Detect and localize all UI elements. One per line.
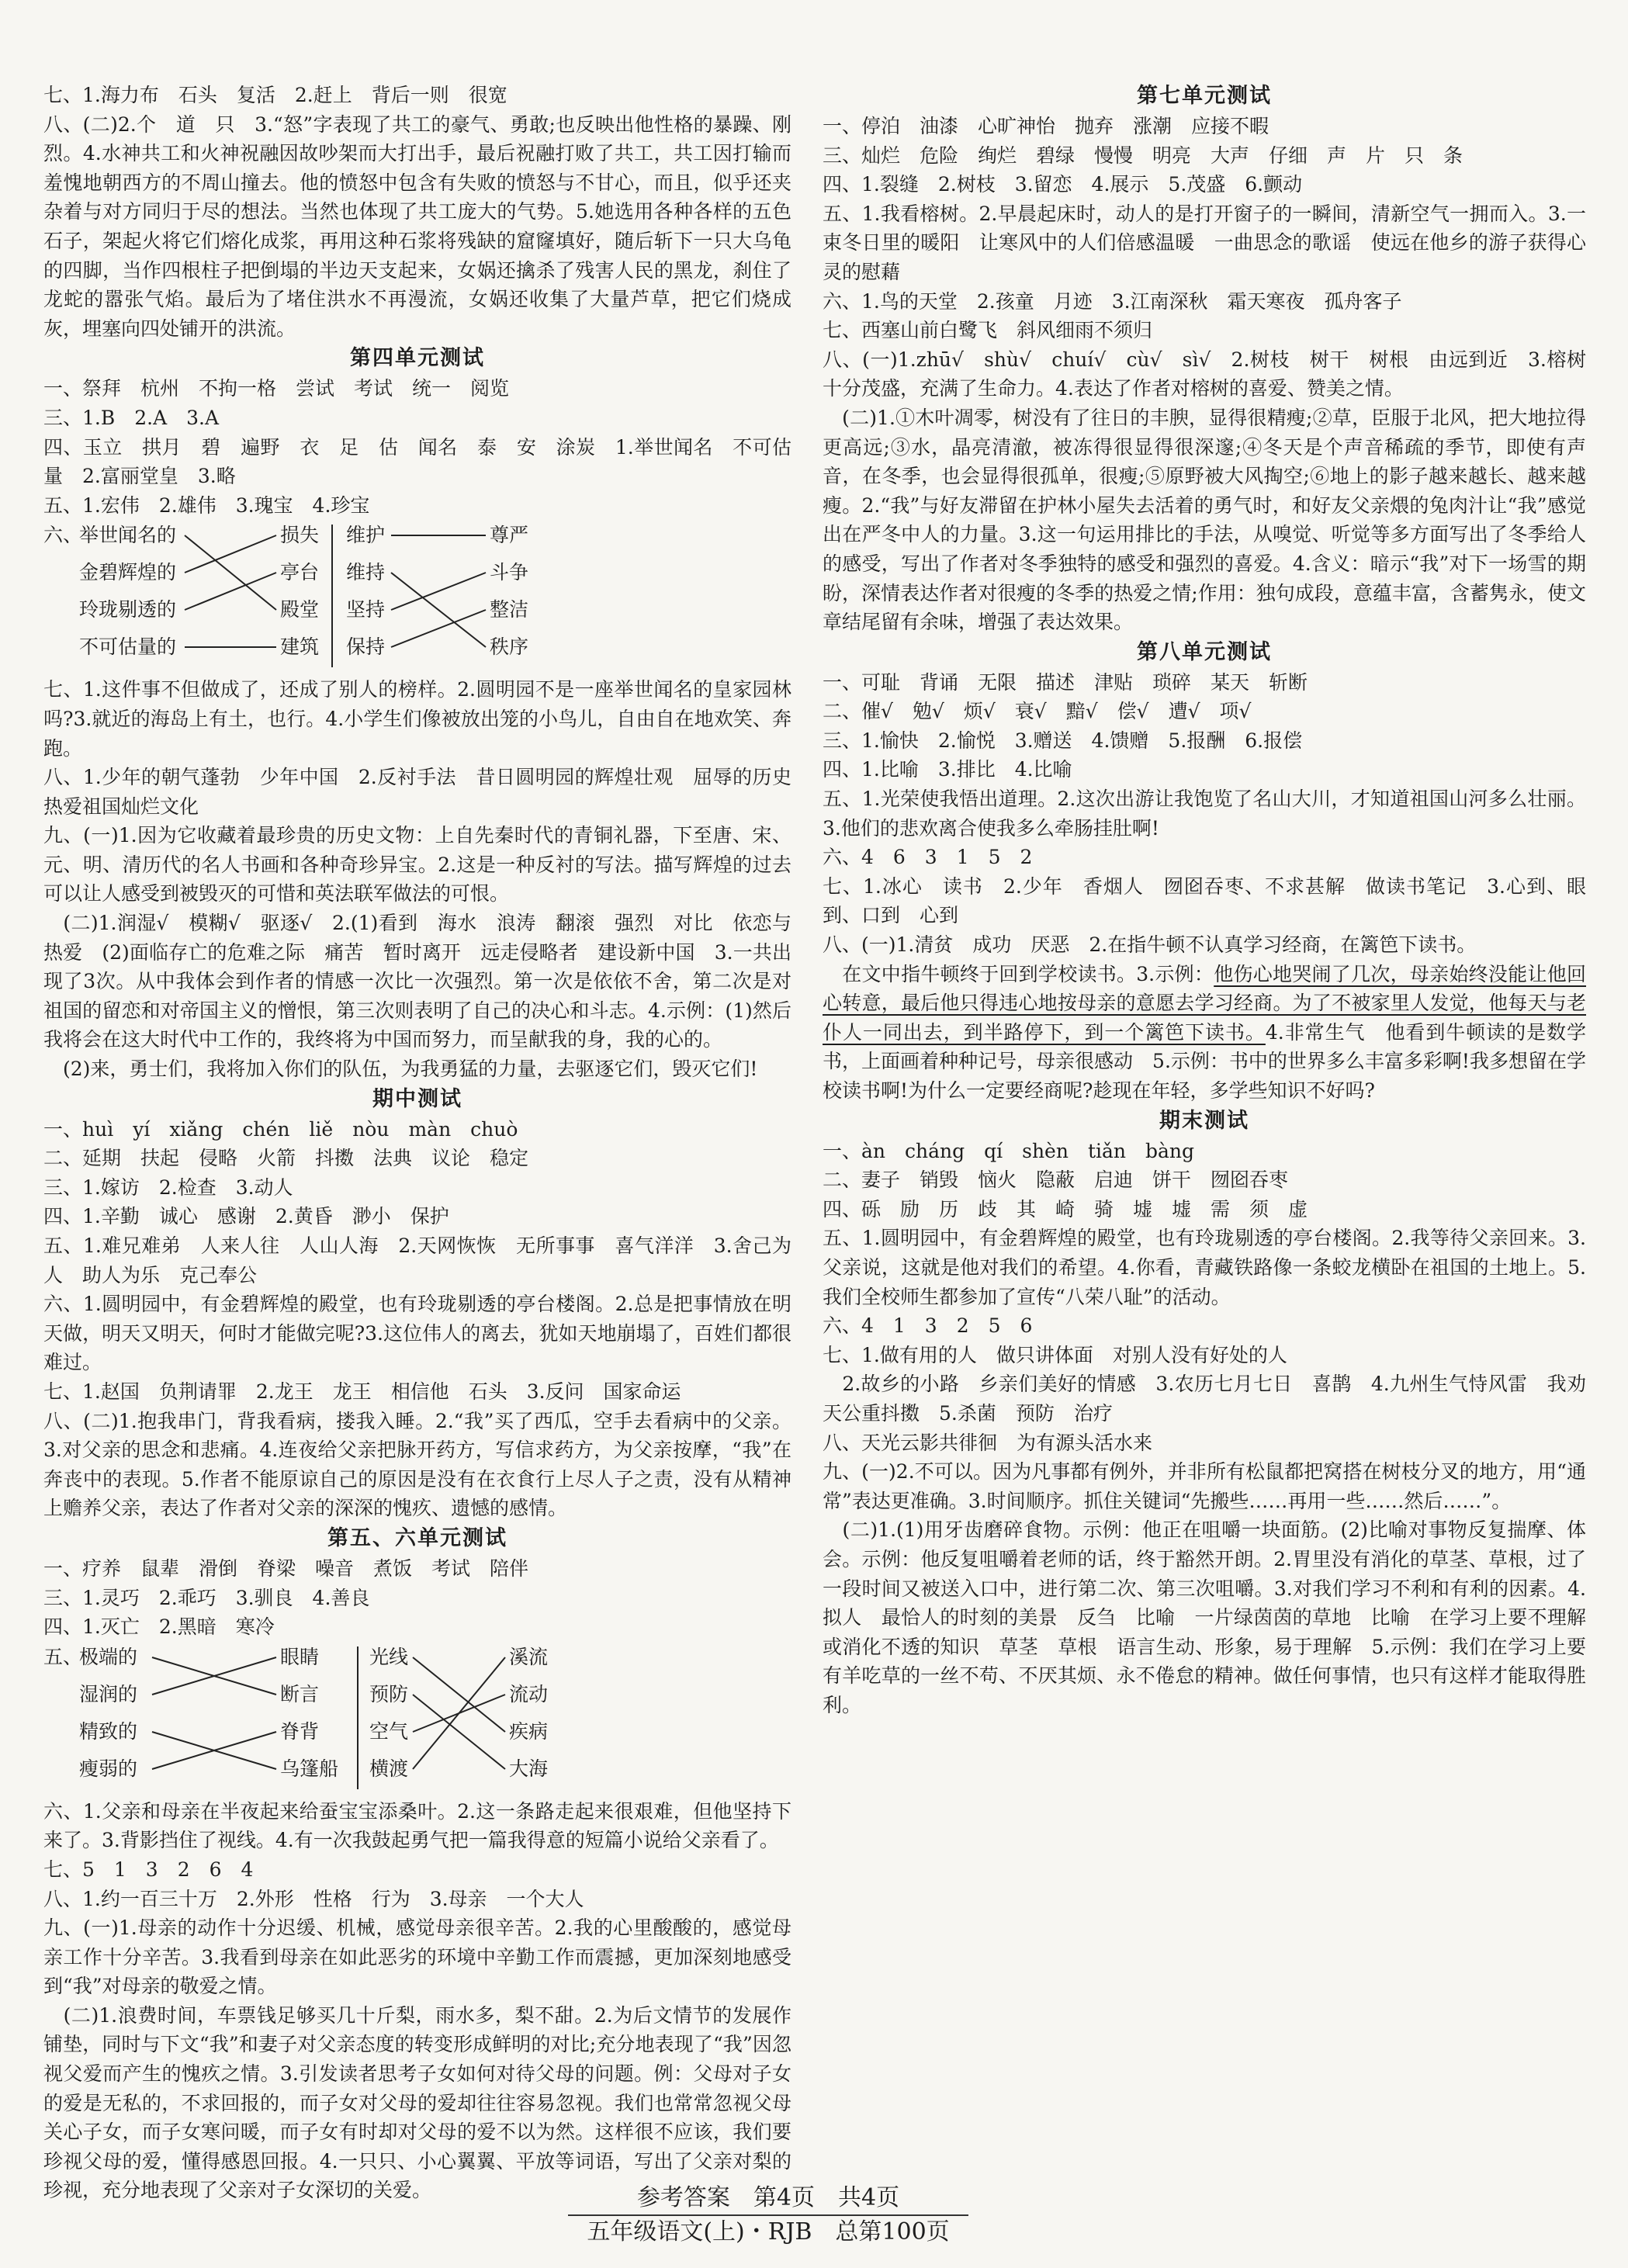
- match-line: [413, 1657, 505, 1769]
- answer-line: 六、4 1 3 2 5 6: [823, 1314, 1033, 1338]
- answer-line: 七、1.赵国 负荆请罪 2.龙王 龙王 相信他 石头 3.反问 国家命运: [43, 1380, 681, 1403]
- answer-line: 三、1.嫁访 2.检查 3.动人: [43, 1176, 293, 1199]
- answer-line: 三、1.愉快 2.愉悦 3.赠送 4.馈赠 5.报酬 6.报偿: [823, 729, 1303, 752]
- match-item: 湿润的: [79, 1682, 138, 1705]
- answer-line: 一、停泊 油漆 心旷神怡 抛弃 涨潮 应接不暇: [823, 115, 1269, 137]
- matching-diagram-unit4: [43, 520, 529, 675]
- match-line: [413, 1695, 505, 1769]
- answer-line: 四、玉立 拱月 碧 遍野 衣 足 估 闻名 泰 安 涂炭 1.举世闻名 不可估量 2.富丽堂皇 3.略: [43, 435, 791, 488]
- match-item: 疾病: [509, 1719, 549, 1743]
- match-line: [391, 573, 486, 610]
- matching-lines: [43, 520, 556, 675]
- answer-line: 八、(一)1.zhū√ shù√ chuí√ cù√ sì√ 2.树枝 树干 树根 由远到近 3.榕树十分茂盛，充满了生命力。4.表达了作者对榕树的喜爱、赞美之情。: [823, 348, 1586, 400]
- answers-unit8: [823, 668, 1586, 1106]
- section-heading-midterm: 期中测试: [372, 1086, 462, 1111]
- match-line: [185, 573, 276, 610]
- match-line: [413, 1657, 505, 1732]
- diagram-label: 六、: [43, 524, 83, 547]
- answer-line: 七、1.冰心 读书 2.少年 香烟人 囫囵吞枣、不求甚解 做读书笔记 3.心到、眼到、口到 心到: [823, 874, 1586, 927]
- section-heading-unit7: 第七单元测试: [1137, 84, 1272, 108]
- answer-line: 六、1.鸟的天堂 2.孩童 月迹 3.江南深秋 霜天寒夜 孤舟客子: [823, 289, 1402, 313]
- matching-diagram-unit56: [43, 1642, 549, 1797]
- answer-text: 在文中指牛顿终于回到学校读书。3.示例：: [823, 962, 1214, 985]
- match-item: 脊背: [280, 1719, 320, 1743]
- match-item: 极端的: [79, 1645, 138, 1668]
- answer-line: 七、5 1 3 2 6 4: [43, 1858, 254, 1881]
- footer-page-info: 参考答案 第4页 共4页: [636, 2184, 900, 2211]
- match-item: 眼睛: [280, 1645, 320, 1668]
- answer-line: (2)来，勇士们，我将加入你们的队伍，为我勇猛的力量，去驱逐它们，毁灭它们!: [43, 1058, 758, 1081]
- answer-line: 一、àn cháng qí shèn tiǎn bàng: [823, 1139, 1195, 1162]
- match-item: 亭台: [280, 561, 320, 584]
- section-heading-unit56: 第五、六单元测试: [327, 1525, 507, 1550]
- match-item: 坚持: [346, 598, 386, 622]
- answer-line: 七、1.这件事不但做成了，还成了别人的榜样。2.圆明园不是一座举世闻名的皇家园林吗?3.就近的海岛上有土，也行。4.小学生们像被放出笼的小鸟儿，自由自在地欢笑、奔跑。: [43, 678, 791, 760]
- match-item: 横渡: [369, 1757, 409, 1780]
- answers-unit4-b: [43, 675, 812, 1083]
- answer-line: 三、1.灵巧 2.乖巧 3.驯良 4.善良: [43, 1586, 370, 1609]
- section-heading-final: 期末测试: [1159, 1108, 1249, 1133]
- section-heading-unit4: 第四单元测试: [350, 346, 485, 371]
- match-item: 瘦弱的: [79, 1757, 138, 1780]
- answer-line: 七、1.做有用的人 做只讲体面 对别人没有好处的人: [823, 1343, 1287, 1366]
- answer-line: 二、延期 扶起 侵略 火箭 抖擞 法典 议论 稳定: [43, 1147, 529, 1170]
- answers-block-3: [43, 81, 791, 343]
- answer-line: 四、1.灭亡 2.黑暗 寒冷: [43, 1615, 275, 1639]
- match-item: 秩序: [490, 635, 529, 659]
- answer-line: 八、(二)2.个 道 只 3.“怒”字表现了共工的豪气、勇敢;也反映出他性格的暴躁、刚烈。4.水神共工和火神祝融因故吵架而大打出手，最后祝融打败了共工，共工因打输而羞愧地朝西方的不周山撞去。他的愤怒中包含有失败的愤怒与不甘心，而且，似乎还夹杂着与对方同归于尽的想法。当然也体现了共工庞大的气势。5.她选用各种各样的五色石子，架起火将它们熔化成浆，再用这种石浆将残缺的窟窿填好，随后斩下一只大乌龟的四脚，当作四根柱子把倒塌的半边天支起来，女娲还擒杀了残害人民的黑龙，刹住了龙蛇的嚣张气焰。最后为了堵住洪水不再漫流，女娲还收集了大量芦草，把它们烧成灰，埋塞向四处铺开的洪流。: [43, 113, 791, 340]
- answer-line: 八、1.少年的朝气蓬勃 少年中国 2.反衬手法 昔日圆明园的辉煌壮观 屈辱的历史 热爱祖国灿烂文化: [43, 766, 812, 818]
- answer-line: 五、1.我看榕树。2.早晨起床时，动人的是打开窗子的一瞬间，清新空气一拥而入。3.一束冬日里的暖阳 让寒风中的人们倍感温暖 一曲思念的歌谣 使远在他乡的游子获得心灵的慰藉: [823, 202, 1586, 283]
- match-item: 建筑: [280, 635, 320, 659]
- section-heading-unit8: 第八单元测试: [1137, 639, 1272, 664]
- match-item: 举世闻名的: [79, 524, 177, 547]
- answer-line: 八、(一)1.清贫 成功 厌恶 2.在指牛顿不认真学习经商，在篱笆下读书。: [823, 933, 1477, 957]
- answer-line: 九、(一)1.母亲的动作十分迟缓、机械，感觉母亲很辛苦。2.我的心里酸酸的，感觉母亲工作十分辛苦。3.我看到母亲在如此恶劣的环境中辛勤工作而震撼，更加深刻地感受到“我”对母亲的敬爱之情。: [43, 1917, 791, 1998]
- answer-line-underlined: [823, 960, 1586, 1106]
- match-item: 金碧辉煌的: [79, 561, 177, 584]
- answer-line: 五、1.难兄难弟 人来人往 人山人海 2.天网恢恢 无所事事 喜气洋洋 3.舍己为人 助人为乐 克己奉公: [43, 1234, 791, 1286]
- answers-midterm: [43, 1115, 791, 1523]
- match-item: 玲珑剔透的: [79, 598, 177, 622]
- match-item: 精致的: [79, 1719, 138, 1743]
- right-column: [823, 81, 1586, 1719]
- match-line: [391, 610, 486, 647]
- answer-line: 一、祭拜 杭州 不拘一格 尝试 考试 统一 阅览: [43, 377, 510, 400]
- match-item: 断言: [280, 1682, 320, 1705]
- answer-line: 一、可耻 背诵 无限 描述 津贴 琐碎 某天 斩断: [823, 670, 1308, 694]
- answers-unit56: [43, 1554, 791, 1642]
- answer-line: 九、(一)1.因为它收藏着最珍贵的历史文物：上自先秦时代的青铜礼器，下至唐、宋、元、明、清历代的名人书画和各种奇珍异宝。2.这是一种反衬的写法。描写辉煌的过去可以让人感受到被毁灭的可惜和英法联军做法的可恨。: [43, 824, 791, 905]
- answer-line: 二、妻子 销毁 恼火 隐蔽 启迪 饼干 囫囵吞枣: [823, 1169, 1289, 1192]
- footer-book-info: 五年级语文(上)・RJB 总第100页: [568, 2214, 968, 2249]
- answer-line: 八、1.约一百三十万 2.外形 性格 行为 3.母亲 一个大人: [43, 1887, 584, 1910]
- answer-line: 四、1.裂缝 2.树枝 3.留恋 4.展示 5.茂盛 6.颤动: [823, 173, 1303, 196]
- answer-line: 一、疗养 鼠辈 滑倒 脊梁 噪音 煮饭 考试 陪伴: [43, 1556, 529, 1580]
- match-item: 尊严: [490, 524, 529, 547]
- answer-line: 六、1.父亲和母亲在半夜起来给蚕宝宝添桑叶。2.这一条路走起来很艰难，但他坚持下来了。3.背影挡住了视线。4.有一次我鼓起勇气把一篇我得意的短篇小说给父亲看了。: [43, 1799, 791, 1852]
- match-line: [185, 535, 276, 610]
- answer-line: (二)1.润湿√ 模糊√ 驱逐√ 2.(1)看到 海水 浪涛 翻滚 强烈 对比 依恋与热爱 (2)面临存亡的危难之际 痛苦 暂时离开 远走侵略者 建设新中国 3.一共出现了3次。从中我体会到作者的情感一次比一次强烈。第一次是依依不舍，第二次是对祖国的留恋和对帝国主义的憎恨，第三次则表明了自己的决心和斗志。4.示例：(1)然后我将会在这大时代中工作的，我终将为中国而努力，而呈献我的身，我的心的。: [43, 912, 791, 1051]
- match-line: [391, 573, 486, 647]
- answers-unit4: [43, 374, 791, 520]
- match-item: 光线: [369, 1645, 409, 1668]
- answer-line: 二、催√ 勉√ 烦√ 衰√ 黯√ 偿√ 遭√ 项√: [823, 700, 1252, 723]
- answer-line: 四、1.比喻 3.排比 4.比喻: [823, 758, 1072, 781]
- match-item: 流动: [509, 1682, 549, 1705]
- answer-line: 八、(二)1.抱我串门，背我看病，搂我入睡。2.“我”买了西瓜，空手去看病中的父亲。3.对父亲的思念和悲痛。4.连夜给父亲把脉开药方，写信求药方，为父亲按摩，“我”在奔丧中的表现。5.作者不能原谅自己的原因是没有在衣食行上尽人子之责，没有从精神上赡养父亲，表达了作者对父亲的深深的愧疚、遗憾的感情。: [43, 1409, 791, 1520]
- answer-line: 五、1.光荣使我悟出道理。2.这次出游让我饱览了名山大川，才知道祖国山河多么壮丽。3.他们的悲欢离合使我多么牵肠挂肚啊!: [823, 788, 1586, 840]
- match-item: 预防: [369, 1682, 409, 1705]
- match-item: 空气: [369, 1719, 409, 1743]
- match-item: 损失: [280, 524, 320, 547]
- match-item: 维持: [346, 561, 386, 584]
- answers-unit56-b: [43, 1797, 791, 2205]
- match-line: [185, 535, 276, 573]
- answer-line: 五、1.圆明园中，有金碧辉煌的殿堂，也有玲珑剔透的亭台楼阁。2.我等待父亲回来。3.父亲说，这就是他对我们的希望。4.你看，青藏铁路像一条蛟龙横卧在祖国的土地上。5.我们全校师生都参加了宣传“八荣八耻”的活动。: [823, 1227, 1586, 1308]
- answers-unit7: [823, 112, 1586, 637]
- answer-line: 四、1.辛勤 诚心 感谢 2.黄昏 渺小 保护: [43, 1205, 449, 1228]
- match-item: 乌篷船: [280, 1757, 339, 1780]
- answer-line: 三、1.B 2.A 3.A: [43, 406, 220, 429]
- match-item: 保持: [346, 635, 386, 659]
- answers-final: [823, 1137, 1586, 1720]
- diagram-label: 五、: [43, 1645, 83, 1668]
- match-item: 殿堂: [280, 598, 320, 622]
- answer-line: 六、1.圆明园中，有金碧辉煌的殿堂，也有玲珑剔透的亭台楼阁。2.总是把事情放在明天做，明天又明天，何时才能做完呢?3.这位伟人的离去，犹如天地崩塌了，百姓们都很难过。: [43, 1293, 791, 1374]
- underlined-answer: 他伤心地哭闹了几次，母亲始终没能让他回心转意，最后他只得违心地按母亲的意愿去学习经商。为了不被家里人发觉，他每天与老仆人一同出去，到半路停下，到一个篱笆下读书。: [823, 962, 1586, 1044]
- answer-line: 七、1.海力布 石头 复活 2.赶上 背后一则 很宽: [43, 84, 507, 106]
- page-footer: [435, 2182, 1102, 2249]
- match-item: 溪流: [509, 1645, 549, 1668]
- matching-lines: [43, 1642, 587, 1797]
- answer-line: 九、(一)2.不可以。因为凡事都有例外，并非所有松鼠都把窝搭在树枝分叉的地方，用“通常”表达更准确。3.时间顺序。抓住关键词“先搬些……再用一些……然后……”。: [823, 1460, 1586, 1512]
- answer-text: 4.非常生气 他看到牛顿读的是数学书，上面画着种种记号，母亲很感动 5.示例：书中的世界多么丰富多彩啊!我多想留在学校读书啊!为什么一定要经商呢?趁现在年轻，多学些知识不好吗?: [823, 1020, 1586, 1102]
- answer-line: (二)1.(1)用牙齿磨碎食物。示例：他正在咀嚼一块面筋。(2)比喻对事物反复揣摩、体会。示例：他反复咀嚼着老师的话，终于豁然开朗。2.胃里没有消化的草茎、草根，过了一段时间又被送入口中，进行第二次、第三次咀嚼。3.对我们学习不利和有利的因素。4.拟人 最恰人的时刻的美景 反刍 比喻 一片绿茵茵的草地 比喻 在学习上要不理解或消化不透的知识 草茎 草根 语言生动、形象，易于理解 5.示例：我们在学习上要有羊吃草的一丝不苟、不厌其烦、永不倦怠的精神。做任何事情，也只有这样才能取得胜利。: [823, 1518, 1586, 1716]
- answer-line: 四、砾 励 历 歧 其 崎 骑 墟 墟 需 须 虚: [823, 1197, 1308, 1221]
- answer-line: 八、天光云影共徘徊 为有源头活水来: [823, 1431, 1153, 1454]
- match-item: 斗争: [490, 561, 529, 584]
- answer-line: 三、灿烂 危险 绚烂 碧绿 慢慢 明亮 大声 仔细 声 片 只 条: [823, 144, 1463, 167]
- answer-line: (二)1.浪费时间，车票钱足够买几十斤梨，雨水多，梨不甜。2.为后文情节的发展作铺垫，同时与下文“我”和妻子对父亲态度的转变形成鲜明的对比;充分地表现了“我”因忽视父爱而产生的愧疚之情。3.引发读者思考子女如何对待父母的问题。例：父母对子女的爱是无私的，不求回报的，而子女对父母的爱却往往容易忽视。我们也常常忽视父母关心子女，而子女寒问暖，而子女有时却对父母的爱不以为然。这样很不应该，我们要珍视父母的爱，懂得感恩回报。4.一只只、小心翼翼、平放等词语，写出了父亲对梨的珍视，充分地表现了父亲对子女深切的关爱。: [43, 2003, 791, 2202]
- match-item: 维护: [346, 524, 386, 547]
- answer-line: 2.故乡的小路 乡亲们美好的情感 3.农历七月七日 喜鹊 4.九州生气恃风雷 我劝天公重抖擞 5.杀菌 预防 治疗: [823, 1373, 1586, 1425]
- answer-line: 五、1.宏伟 2.雄伟 3.瑰宝 4.珍宝: [43, 493, 370, 517]
- answer-line: 六、4 6 3 1 5 2: [823, 846, 1033, 869]
- answer-line: 一、huì yí xiǎng chén liě nòu màn chuò: [43, 1117, 518, 1141]
- match-item: 不可估量的: [79, 635, 177, 659]
- match-item: 大海: [509, 1757, 549, 1780]
- match-item: 整洁: [490, 598, 529, 622]
- answer-line: 七、西塞山前白鹭飞 斜风细雨不须归: [823, 319, 1153, 342]
- answer-line: (二)1.①木叶凋零，树没有了往日的丰腴，显得很精瘦;②草，臣服于北风，把大地拉得更高远;③水，晶亮清澈，被冻得很显得很深邃;④冬天是个声音稀疏的季节，即使有声音，在冬季，也会显得很孤单，很瘦;⑤原野被大风掏空;⑥地上的影子越来越长、越来越瘦。2.“我”与好友滞留在护林小屋失去活着的勇气时，和好友父亲煨的兔肉汁让“我”感觉出在严冬中人的力量。3.这一句运用排比的手法，从嗅觉、听觉等多方面写出了冬季给人的感受，写出了作者对冬季独特的感受和强烈的喜爱。4.含义：暗示“我”对下一场雪的期盼，深情表达作者对很瘦的冬季的热爱之情;作用：独句成段，意蕴丰富，含蓄隽永，使文章结尾留有余味，增强了表达效果。: [823, 406, 1586, 634]
